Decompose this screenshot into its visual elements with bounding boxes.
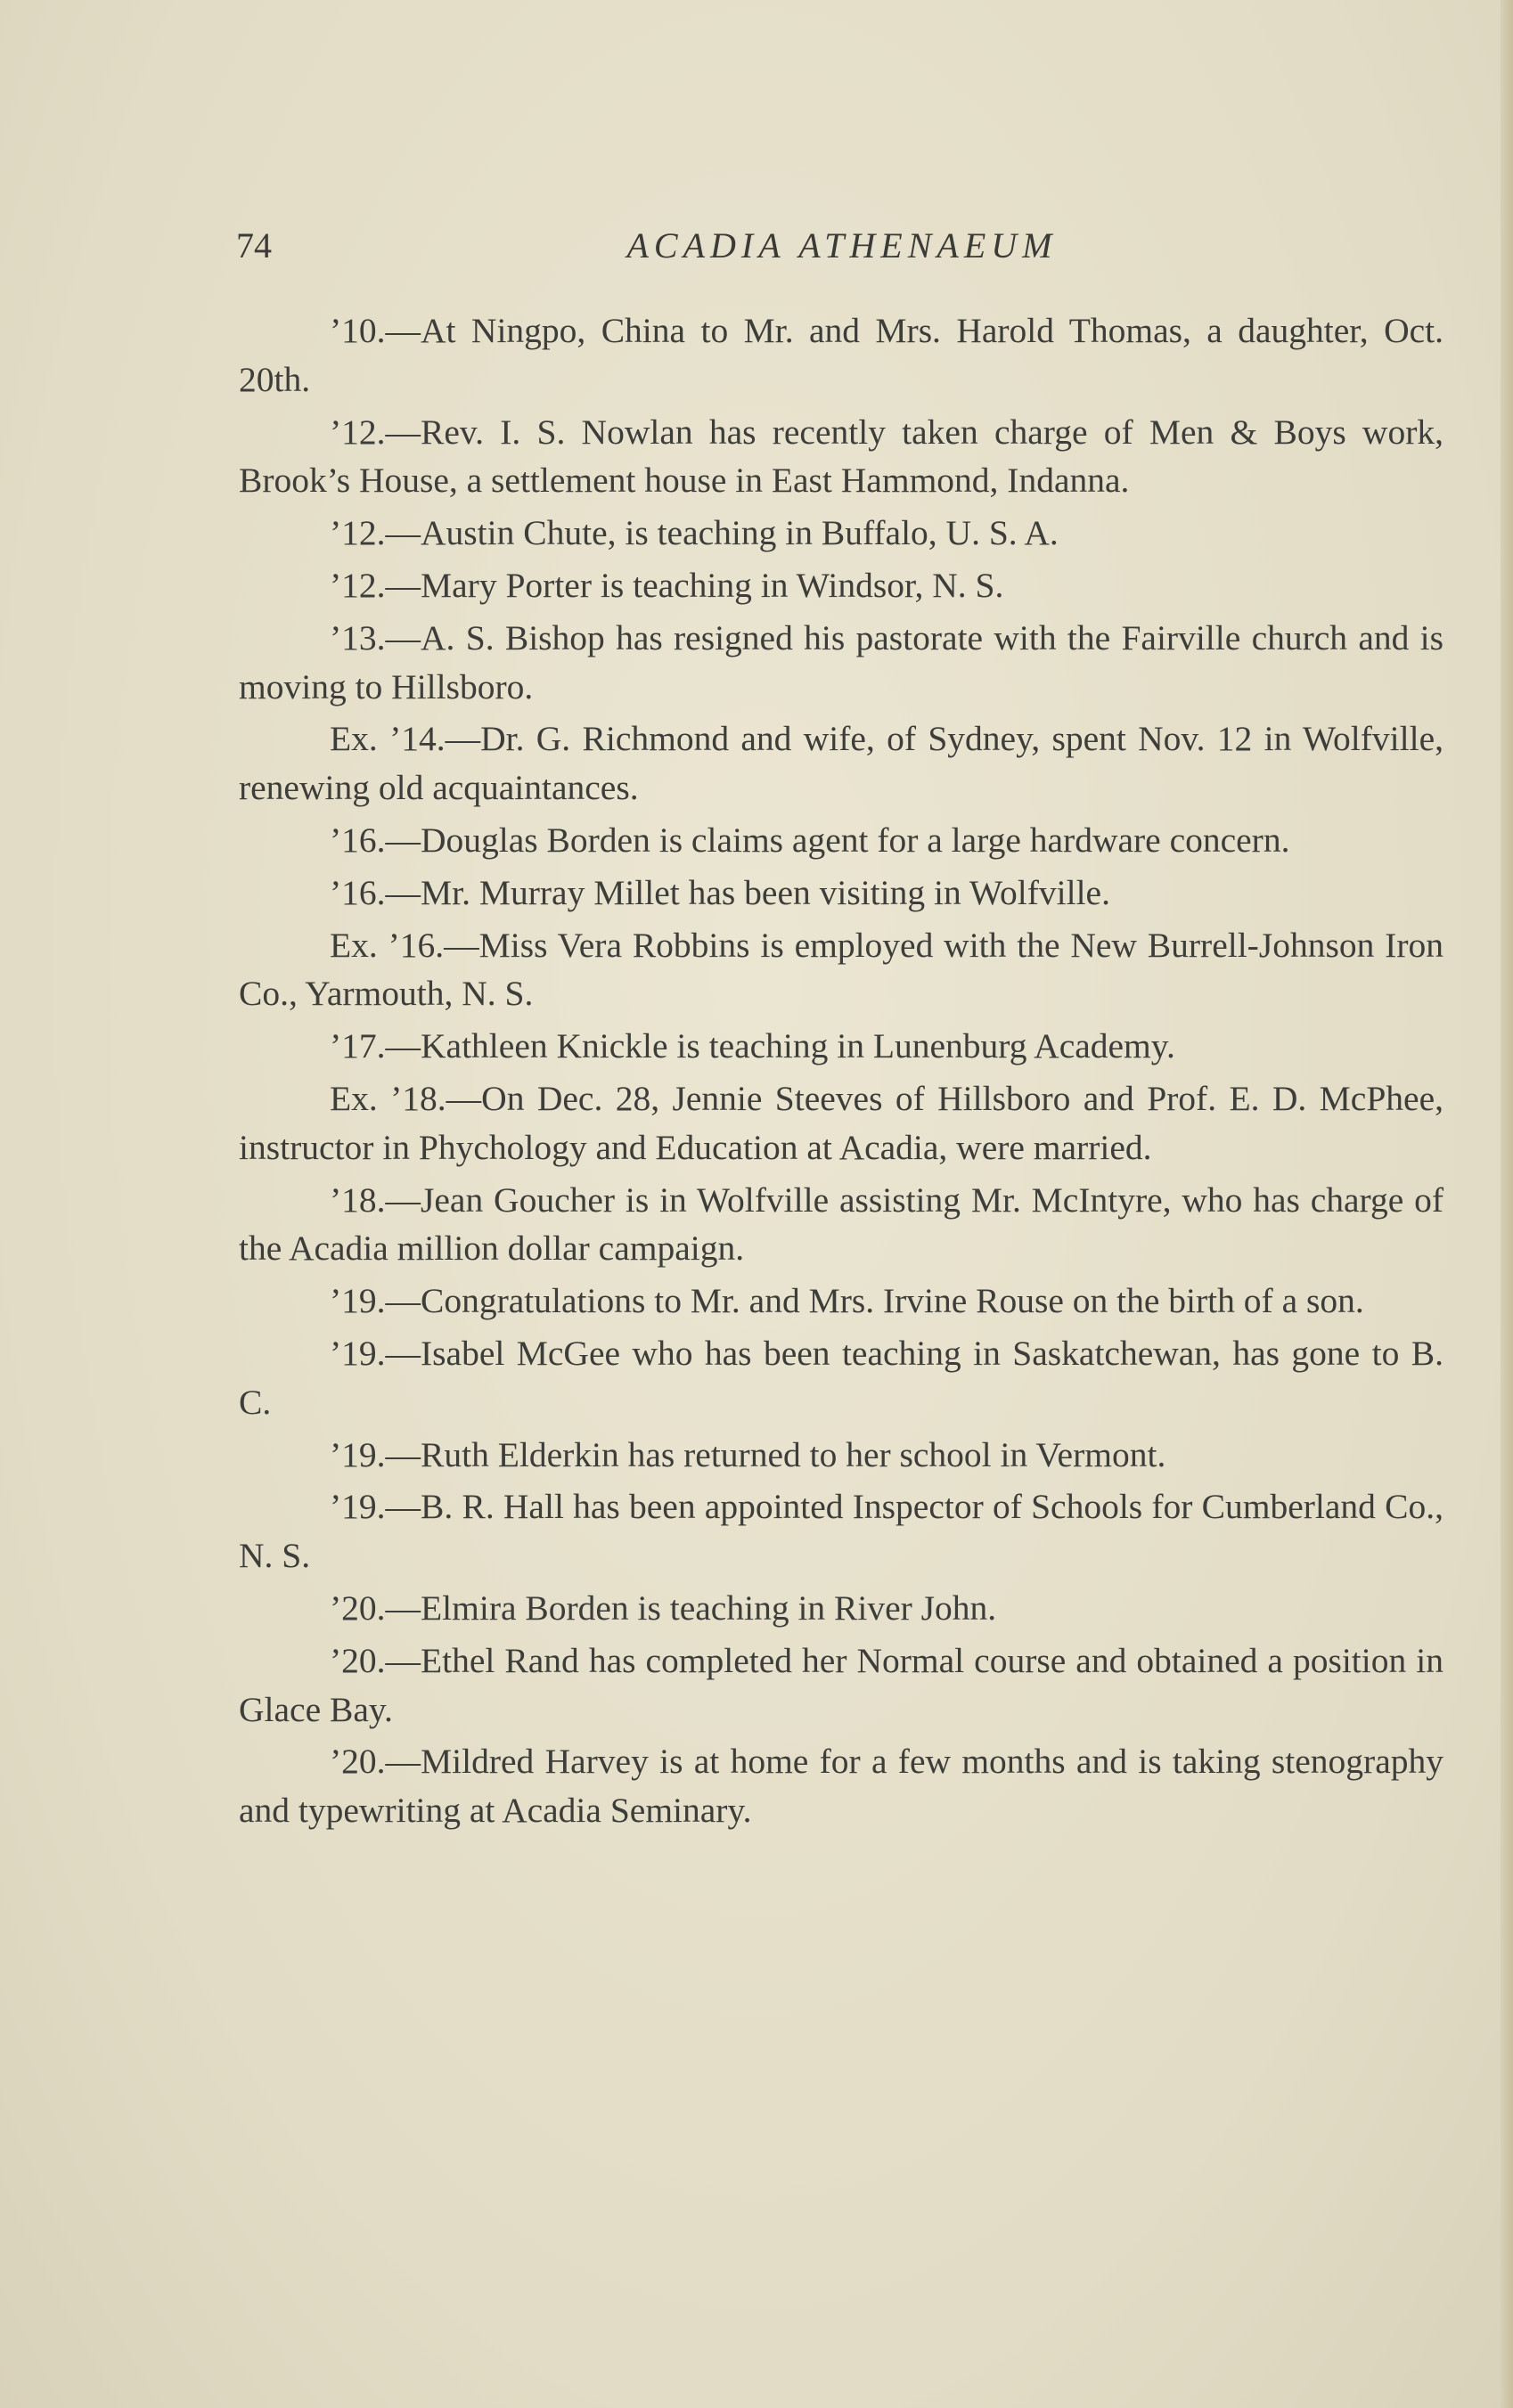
note-item: ’16.—Mr. Murray Millet has been visiting in Wolfville. — [330, 872, 1110, 912]
note-item: Ex. ’16.—Miss Vera Robbins is employed with the New Burrell-Johnson Iron Co., Yarmouth, N. S. — [239, 925, 1443, 1014]
note-item: Ex. ’14.—Dr. G. Richmond and wife, of Sydney, spent Nov. 12 in Wolfville, renewing old acquaintances. — [239, 719, 1443, 808]
note-item: ’20.—Elmira Borden is teaching in River John. — [330, 1588, 997, 1628]
page-number: 74 — [236, 225, 272, 265]
running-title: ACADIA ATHENAEUM — [626, 225, 1058, 265]
note-item: ’20.—Ethel Rand has completed her Normal course and obtained a position in Glace Bay. — [239, 1640, 1443, 1729]
note-item: ’17.—Kathleen Knickle is teaching in Lunenburg Academy. — [330, 1026, 1175, 1066]
note-item: ’19.—Congratulations to Mr. and Mrs. Irvine Rouse on the birth of a son. — [330, 1281, 1364, 1321]
note-item: ’12.—Austin Chute, is teaching in Buffalo, U. S. A. — [330, 513, 1059, 553]
note-item: ’18.—Jean Goucher is in Wolfville assisting Mr. McIntyre, who has charge of the Acadia million dollar campaign. — [239, 1180, 1443, 1269]
note-item: ’20.—Mildred Harvey is at home for a few months and is taking stenography and typewriting at Acadia Seminary. — [239, 1742, 1443, 1831]
page-edge — [1501, 0, 1513, 2408]
note-item: ’10.—At Ningpo, China to Mr. and Mrs. Harold Thomas, a daughter, Oct. 20th. — [239, 311, 1443, 399]
note-item: ’19.—Ruth Elderkin has returned to her school in Vermont. — [330, 1434, 1166, 1474]
note-item: ’12.—Mary Porter is teaching in Windsor, N. S. — [330, 565, 1004, 605]
note-item: ’19.—Isabel McGee who has been teaching in Saskatchewan, has gone to B. C. — [239, 1333, 1443, 1422]
note-item: ’13.—A. S. Bishop has resigned his pastorate with the Fairville church and is moving to Hillsboro. — [239, 617, 1443, 706]
note-item: ’19.—B. R. Hall has been appointed Inspector of Schools for Cumberland Co., N. S. — [239, 1487, 1443, 1576]
note-item: Ex. ’18.—On Dec. 28, Jennie Steeves of Hillsboro and Prof. E. D. McPhee, instructor in Phychology and Education at Acadia, were married. — [239, 1078, 1443, 1167]
alumni-notes — [239, 306, 1443, 1839]
page-header — [236, 224, 1448, 278]
note-item: ’12.—Rev. I. S. Nowlan has recently taken charge of Men & Boys work, Brook’s House, a settlement house in East Hammond, Indanna. — [239, 412, 1443, 501]
note-item: ’16.—Douglas Borden is claims agent for a large hardware concern. — [330, 820, 1290, 860]
